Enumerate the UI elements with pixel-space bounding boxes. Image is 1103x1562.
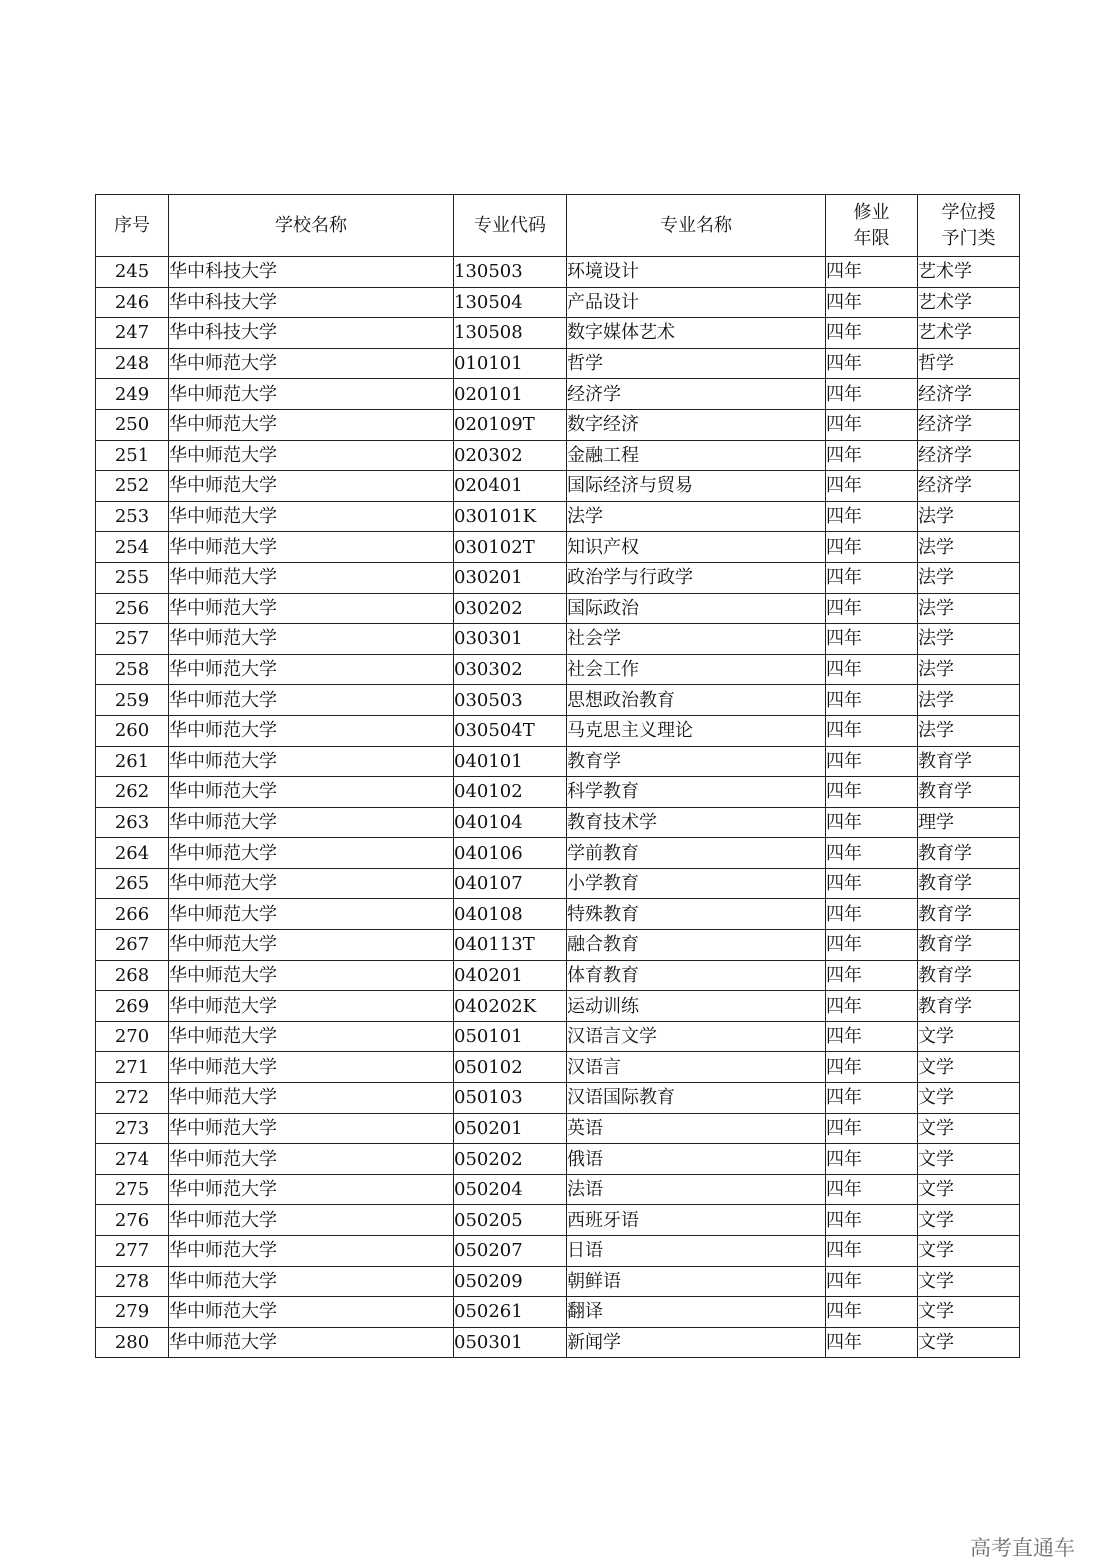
cell-code: 030102T — [454, 532, 567, 563]
cell-degree: 艺术学 — [918, 318, 1020, 349]
table-row — [96, 409, 1020, 440]
cell-school: 华中师范大学 — [169, 348, 454, 379]
cell-duration: 四年 — [826, 1052, 918, 1083]
header-duration-line2: 年限 — [853, 227, 890, 249]
cell-duration: 四年 — [826, 654, 918, 685]
cell-code: 040201 — [454, 960, 567, 991]
cell-duration: 四年 — [826, 501, 918, 532]
cell-school: 华中师范大学 — [169, 746, 454, 777]
cell-index: 253 — [96, 501, 169, 532]
header-duration — [826, 195, 918, 257]
cell-code: 040113T — [454, 930, 567, 961]
cell-duration: 四年 — [826, 1205, 918, 1236]
cell-code: 020109T — [454, 409, 567, 440]
cell-duration: 四年 — [826, 746, 918, 777]
cell-duration: 四年 — [826, 532, 918, 563]
cell-major: 教育技术学 — [567, 807, 826, 838]
cell-duration: 四年 — [826, 1236, 918, 1267]
cell-major: 政治学与行政学 — [567, 562, 826, 593]
table-row — [96, 532, 1020, 563]
table-row — [96, 1113, 1020, 1144]
cell-major: 新闻学 — [567, 1327, 826, 1358]
cell-index: 259 — [96, 685, 169, 716]
cell-degree: 教育学 — [918, 777, 1020, 808]
cell-school: 华中师范大学 — [169, 1174, 454, 1205]
cell-degree: 法学 — [918, 532, 1020, 563]
cell-index: 250 — [96, 409, 169, 440]
table-row — [96, 593, 1020, 624]
cell-duration: 四年 — [826, 257, 918, 288]
cell-major: 知识产权 — [567, 532, 826, 563]
cell-code: 030503 — [454, 685, 567, 716]
cell-duration: 四年 — [826, 838, 918, 869]
cell-index: 247 — [96, 318, 169, 349]
cell-degree: 法学 — [918, 501, 1020, 532]
cell-major: 经济学 — [567, 379, 826, 410]
cell-major: 运动训练 — [567, 991, 826, 1022]
cell-code: 040108 — [454, 899, 567, 930]
cell-index: 252 — [96, 471, 169, 502]
cell-school: 华中师范大学 — [169, 1297, 454, 1328]
cell-duration: 四年 — [826, 409, 918, 440]
cell-school: 华中师范大学 — [169, 1327, 454, 1358]
cell-school: 华中师范大学 — [169, 1021, 454, 1052]
table-row — [96, 777, 1020, 808]
table-row — [96, 654, 1020, 685]
cell-index: 276 — [96, 1205, 169, 1236]
cell-index: 262 — [96, 777, 169, 808]
cell-degree: 文学 — [918, 1297, 1020, 1328]
cell-school: 华中师范大学 — [169, 930, 454, 961]
cell-major: 汉语国际教育 — [567, 1083, 826, 1114]
table-row — [96, 746, 1020, 777]
cell-degree: 艺术学 — [918, 257, 1020, 288]
cell-school: 华中师范大学 — [169, 440, 454, 471]
cell-duration: 四年 — [826, 1327, 918, 1358]
cell-degree: 法学 — [918, 715, 1020, 746]
table-row — [96, 257, 1020, 288]
cell-duration: 四年 — [826, 1021, 918, 1052]
cell-school: 华中师范大学 — [169, 838, 454, 869]
cell-duration: 四年 — [826, 1174, 918, 1205]
cell-degree: 艺术学 — [918, 287, 1020, 318]
cell-major: 马克思主义理论 — [567, 715, 826, 746]
cell-index: 261 — [96, 746, 169, 777]
cell-duration: 四年 — [826, 960, 918, 991]
cell-major: 学前教育 — [567, 838, 826, 869]
cell-school: 华中师范大学 — [169, 593, 454, 624]
cell-degree: 教育学 — [918, 991, 1020, 1022]
table-row — [96, 379, 1020, 410]
cell-degree: 文学 — [918, 1327, 1020, 1358]
cell-degree: 经济学 — [918, 440, 1020, 471]
cell-code: 050205 — [454, 1205, 567, 1236]
watermark-text: 高考直通车 — [970, 1536, 1075, 1560]
cell-code: 030201 — [454, 562, 567, 593]
table-row — [96, 348, 1020, 379]
table-row — [96, 562, 1020, 593]
cell-duration: 四年 — [826, 1266, 918, 1297]
cell-code: 050201 — [454, 1113, 567, 1144]
cell-duration: 四年 — [826, 379, 918, 410]
cell-code: 050209 — [454, 1266, 567, 1297]
cell-duration: 四年 — [826, 685, 918, 716]
cell-index: 249 — [96, 379, 169, 410]
header-row — [96, 195, 1020, 257]
cell-duration: 四年 — [826, 624, 918, 655]
cell-index: 273 — [96, 1113, 169, 1144]
cell-school: 华中师范大学 — [169, 991, 454, 1022]
cell-major: 法学 — [567, 501, 826, 532]
cell-index: 269 — [96, 991, 169, 1022]
cell-degree: 文学 — [918, 1266, 1020, 1297]
cell-code: 030202 — [454, 593, 567, 624]
cell-major: 数字媒体艺术 — [567, 318, 826, 349]
cell-code: 050103 — [454, 1083, 567, 1114]
cell-degree: 文学 — [918, 1144, 1020, 1175]
table-row — [96, 1021, 1020, 1052]
cell-code: 050101 — [454, 1021, 567, 1052]
cell-major: 融合教育 — [567, 930, 826, 961]
cell-index: 258 — [96, 654, 169, 685]
cell-code: 050261 — [454, 1297, 567, 1328]
cell-school: 华中师范大学 — [169, 1236, 454, 1267]
cell-duration: 四年 — [826, 440, 918, 471]
cell-school: 华中师范大学 — [169, 960, 454, 991]
cell-school: 华中师范大学 — [169, 868, 454, 899]
cell-degree: 法学 — [918, 685, 1020, 716]
cell-index: 264 — [96, 838, 169, 869]
cell-duration: 四年 — [826, 777, 918, 808]
cell-index: 257 — [96, 624, 169, 655]
table-row — [96, 1327, 1020, 1358]
cell-degree: 文学 — [918, 1021, 1020, 1052]
cell-index: 265 — [96, 868, 169, 899]
table-row — [96, 501, 1020, 532]
cell-major: 体育教育 — [567, 960, 826, 991]
cell-school: 华中师范大学 — [169, 777, 454, 808]
table-row — [96, 440, 1020, 471]
cell-duration: 四年 — [826, 1144, 918, 1175]
cell-code: 050207 — [454, 1236, 567, 1267]
cell-duration: 四年 — [826, 868, 918, 899]
cell-school: 华中师范大学 — [169, 1052, 454, 1083]
cell-duration: 四年 — [826, 287, 918, 318]
cell-code: 020401 — [454, 471, 567, 502]
cell-code: 040104 — [454, 807, 567, 838]
cell-code: 030504T — [454, 715, 567, 746]
cell-major: 西班牙语 — [567, 1205, 826, 1236]
cell-major: 金融工程 — [567, 440, 826, 471]
table-row — [96, 1266, 1020, 1297]
cell-index: 279 — [96, 1297, 169, 1328]
cell-degree: 教育学 — [918, 930, 1020, 961]
cell-code: 050202 — [454, 1144, 567, 1175]
cell-school: 华中师范大学 — [169, 624, 454, 655]
cell-school: 华中师范大学 — [169, 379, 454, 410]
cell-major: 翻译 — [567, 1297, 826, 1328]
table-row — [96, 899, 1020, 930]
header-index: 序号 — [96, 195, 169, 257]
table-row — [96, 960, 1020, 991]
cell-school: 华中科技大学 — [169, 287, 454, 318]
cell-major: 特殊教育 — [567, 899, 826, 930]
cell-school: 华中师范大学 — [169, 501, 454, 532]
cell-major: 数字经济 — [567, 409, 826, 440]
cell-major: 产品设计 — [567, 287, 826, 318]
header-major: 专业名称 — [567, 195, 826, 257]
cell-school: 华中师范大学 — [169, 471, 454, 502]
cell-index: 270 — [96, 1021, 169, 1052]
cell-school: 华中师范大学 — [169, 532, 454, 563]
cell-index: 255 — [96, 562, 169, 593]
table-row — [96, 838, 1020, 869]
cell-duration: 四年 — [826, 471, 918, 502]
cell-degree: 教育学 — [918, 899, 1020, 930]
cell-duration: 四年 — [826, 1113, 918, 1144]
cell-code: 040106 — [454, 838, 567, 869]
table-row — [96, 471, 1020, 502]
cell-code: 030302 — [454, 654, 567, 685]
cell-degree: 教育学 — [918, 960, 1020, 991]
cell-major: 社会学 — [567, 624, 826, 655]
cell-degree: 文学 — [918, 1113, 1020, 1144]
cell-index: 272 — [96, 1083, 169, 1114]
cell-degree: 教育学 — [918, 868, 1020, 899]
table-row — [96, 991, 1020, 1022]
cell-index: 263 — [96, 807, 169, 838]
cell-major: 小学教育 — [567, 868, 826, 899]
cell-degree: 文学 — [918, 1052, 1020, 1083]
cell-duration: 四年 — [826, 991, 918, 1022]
cell-major: 社会工作 — [567, 654, 826, 685]
cell-major: 国际经济与贸易 — [567, 471, 826, 502]
cell-code: 040107 — [454, 868, 567, 899]
cell-major: 汉语言 — [567, 1052, 826, 1083]
table-row — [96, 1052, 1020, 1083]
table-row — [96, 930, 1020, 961]
cell-school: 华中师范大学 — [169, 562, 454, 593]
cell-duration: 四年 — [826, 899, 918, 930]
header-school: 学校名称 — [169, 195, 454, 257]
cell-duration: 四年 — [826, 562, 918, 593]
cell-degree: 经济学 — [918, 409, 1020, 440]
cell-index: 275 — [96, 1174, 169, 1205]
table-row — [96, 807, 1020, 838]
cell-major: 教育学 — [567, 746, 826, 777]
majors-table — [95, 194, 1020, 1358]
cell-index: 280 — [96, 1327, 169, 1358]
cell-index: 246 — [96, 287, 169, 318]
cell-major: 环境设计 — [567, 257, 826, 288]
cell-index: 256 — [96, 593, 169, 624]
cell-index: 277 — [96, 1236, 169, 1267]
cell-duration: 四年 — [826, 1297, 918, 1328]
cell-school: 华中师范大学 — [169, 1266, 454, 1297]
cell-degree: 教育学 — [918, 746, 1020, 777]
table-row — [96, 318, 1020, 349]
table-row — [96, 1236, 1020, 1267]
cell-school: 华中师范大学 — [169, 654, 454, 685]
cell-index: 271 — [96, 1052, 169, 1083]
cell-major: 朝鲜语 — [567, 1266, 826, 1297]
cell-index: 266 — [96, 899, 169, 930]
cell-school: 华中师范大学 — [169, 715, 454, 746]
cell-index: 245 — [96, 257, 169, 288]
cell-code: 050204 — [454, 1174, 567, 1205]
cell-major: 俄语 — [567, 1144, 826, 1175]
cell-duration: 四年 — [826, 318, 918, 349]
cell-degree: 文学 — [918, 1236, 1020, 1267]
cell-school: 华中科技大学 — [169, 318, 454, 349]
cell-index: 251 — [96, 440, 169, 471]
cell-duration: 四年 — [826, 930, 918, 961]
cell-major: 哲学 — [567, 348, 826, 379]
cell-degree: 法学 — [918, 624, 1020, 655]
cell-major: 英语 — [567, 1113, 826, 1144]
cell-degree: 法学 — [918, 593, 1020, 624]
cell-code: 130504 — [454, 287, 567, 318]
table-row — [96, 685, 1020, 716]
cell-index: 254 — [96, 532, 169, 563]
header-degree-line1: 学位授 — [941, 201, 996, 223]
cell-code: 020302 — [454, 440, 567, 471]
cell-school: 华中师范大学 — [169, 1083, 454, 1114]
cell-degree: 经济学 — [918, 379, 1020, 410]
table-row — [96, 287, 1020, 318]
cell-major: 思想政治教育 — [567, 685, 826, 716]
cell-code: 030101K — [454, 501, 567, 532]
cell-duration: 四年 — [826, 807, 918, 838]
cell-school: 华中科技大学 — [169, 257, 454, 288]
cell-code: 130508 — [454, 318, 567, 349]
table-row — [96, 624, 1020, 655]
table-row — [96, 868, 1020, 899]
table-row — [96, 1144, 1020, 1175]
cell-index: 267 — [96, 930, 169, 961]
cell-degree: 文学 — [918, 1083, 1020, 1114]
cell-school: 华中师范大学 — [169, 899, 454, 930]
cell-code: 050301 — [454, 1327, 567, 1358]
cell-degree: 法学 — [918, 562, 1020, 593]
cell-school: 华中师范大学 — [169, 1205, 454, 1236]
cell-school: 华中师范大学 — [169, 807, 454, 838]
cell-degree: 哲学 — [918, 348, 1020, 379]
table-body — [96, 257, 1020, 1358]
table-row — [96, 715, 1020, 746]
cell-index: 248 — [96, 348, 169, 379]
table-row — [96, 1174, 1020, 1205]
table-row — [96, 1205, 1020, 1236]
cell-degree: 理学 — [918, 807, 1020, 838]
cell-code: 040202K — [454, 991, 567, 1022]
cell-index: 260 — [96, 715, 169, 746]
cell-code: 130503 — [454, 257, 567, 288]
header-code: 专业代码 — [454, 195, 567, 257]
cell-degree: 文学 — [918, 1174, 1020, 1205]
cell-degree: 法学 — [918, 654, 1020, 685]
table-row — [96, 1297, 1020, 1328]
cell-code: 040101 — [454, 746, 567, 777]
cell-school: 华中师范大学 — [169, 685, 454, 716]
cell-code: 040102 — [454, 777, 567, 808]
cell-code: 030301 — [454, 624, 567, 655]
cell-major: 科学教育 — [567, 777, 826, 808]
cell-index: 278 — [96, 1266, 169, 1297]
cell-degree: 文学 — [918, 1205, 1020, 1236]
header-duration-line1: 修业 — [853, 201, 890, 223]
cell-duration: 四年 — [826, 1083, 918, 1114]
cell-code: 050102 — [454, 1052, 567, 1083]
cell-degree: 教育学 — [918, 838, 1020, 869]
cell-degree: 经济学 — [918, 471, 1020, 502]
cell-major: 日语 — [567, 1236, 826, 1267]
cell-index: 274 — [96, 1144, 169, 1175]
cell-code: 010101 — [454, 348, 567, 379]
cell-school: 华中师范大学 — [169, 409, 454, 440]
cell-duration: 四年 — [826, 593, 918, 624]
cell-duration: 四年 — [826, 715, 918, 746]
cell-school: 华中师范大学 — [169, 1113, 454, 1144]
header-degree-line2: 予门类 — [941, 227, 996, 249]
cell-major: 法语 — [567, 1174, 826, 1205]
cell-duration: 四年 — [826, 348, 918, 379]
table-row — [96, 1083, 1020, 1114]
cell-school: 华中师范大学 — [169, 1144, 454, 1175]
cell-index: 268 — [96, 960, 169, 991]
cell-major: 国际政治 — [567, 593, 826, 624]
header-degree — [918, 195, 1020, 257]
cell-major: 汉语言文学 — [567, 1021, 826, 1052]
cell-code: 020101 — [454, 379, 567, 410]
